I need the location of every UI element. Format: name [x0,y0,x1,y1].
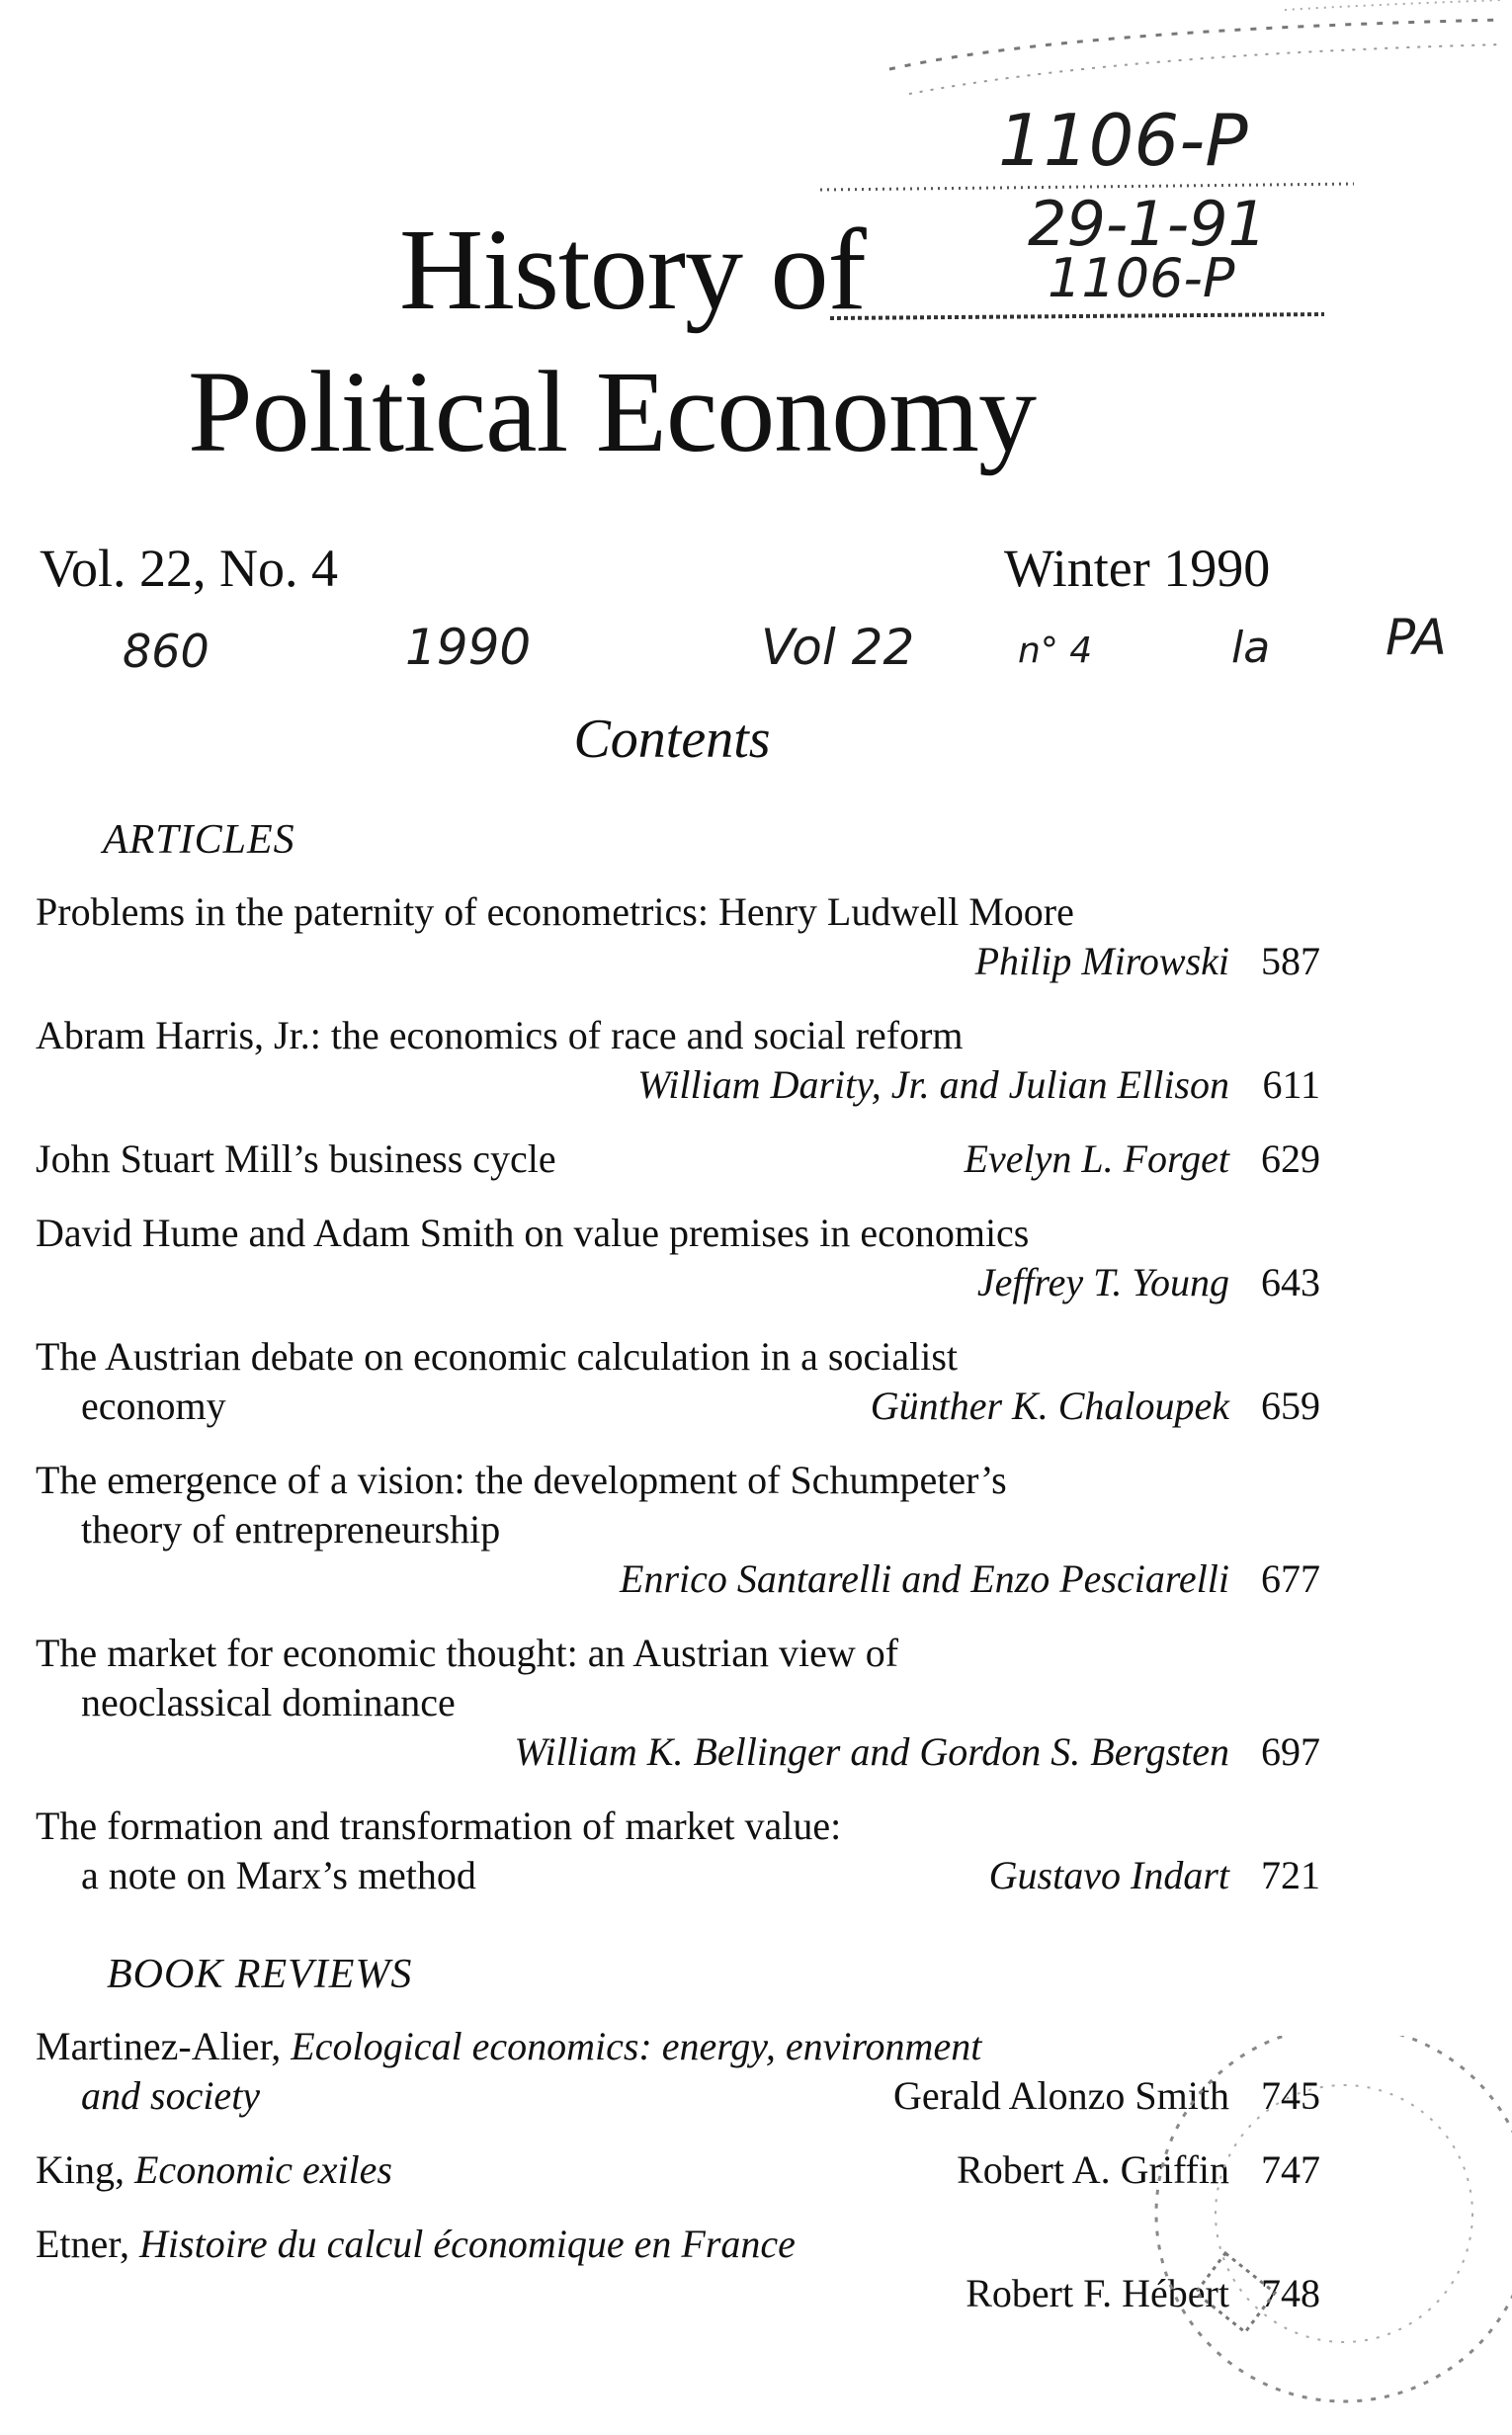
article-title-continued: theory of entrepreneurship [81,1507,501,1552]
article-page: 587 [1261,939,1320,983]
article-authors: Gustavo Indart [988,1853,1229,1897]
article-title: The formation and transformation of market value: [36,1804,842,1848]
article-title: David Hume and Adam Smith on value premises in economics [36,1211,1030,1255]
article-title-continued: economy [81,1384,226,1428]
article-entry[interactable] [36,1011,1320,1110]
review-book-title: Histoire du calcul économique en France [139,2222,796,2266]
reviewer: Robert F. Hébert [966,2271,1229,2315]
handwritten-code-top: 1106-P [998,99,1248,182]
journal-title-line1: History of [399,205,866,334]
article-entry[interactable] [36,1209,1320,1307]
review-book-title: Economic exiles [134,2147,392,2192]
article-title-continued: a note on Marx’s method [81,1853,476,1897]
articles-heading: ARTICLES [103,817,295,863]
article-page: 643 [1261,1260,1320,1304]
review-book-author: Etner, [36,2222,130,2266]
handwritten-note2: PA [1386,609,1447,666]
article-title: The market for economic thought: an Austrian view of [36,1631,899,1675]
article-title: Problems in the paternity of econometrics: Henry Ludwell Moore [36,889,1074,934]
article-page: 697 [1261,1729,1320,1774]
article-page: 677 [1261,1556,1320,1601]
article-title: John Stuart Mill’s business cycle [36,1136,556,1181]
article-entry[interactable] [36,1629,1320,1777]
reviewer: Robert A. Griffin [957,2147,1229,2192]
article-title: The Austrian debate on economic calculation in a socialist [36,1334,959,1379]
article-entry[interactable] [36,1332,1320,1431]
review-page: 745 [1261,2073,1320,2118]
library-stamp-top [870,0,1512,109]
article-title: Abram Harris, Jr.: the economics of race and social reform [36,1013,964,1057]
article-authors: Jeffrey T. Young [976,1260,1229,1304]
review-book-title-continued: and society [81,2073,261,2118]
review-book-author: King, [36,2147,125,2192]
handwritten-date: 29-1-91 [1028,188,1267,260]
reviewer: Gerald Alonzo Smith [893,2073,1229,2118]
article-page: 659 [1261,1384,1320,1428]
article-entry[interactable] [36,887,1320,986]
review-page: 747 [1261,2147,1320,2192]
article-authors: Philip Mirowski [974,939,1229,983]
review-book-author: Martinez-Alier, [36,2024,282,2068]
handwritten-year: 1990 [405,619,532,676]
volume-issue: Vol. 22, No. 4 [40,539,339,598]
reviews-heading: BOOK REVIEWS [107,1952,413,1997]
handwritten-code-underline: 1106-P [1048,247,1235,309]
article-page: 629 [1261,1136,1320,1181]
article-entry[interactable] [36,1802,1320,1900]
article-authors: William K. Bellinger and Gordon S. Bergsten [514,1729,1229,1774]
library-stamp-round [1048,2036,1512,2435]
article-authors: Evelyn L. Forget [964,1136,1229,1181]
handwritten-volume: Vol 22 [761,619,915,676]
season-year: Winter 1990 [1004,539,1271,598]
handwritten-shelf-number: 860 [123,625,210,678]
contents-heading: Contents [573,709,771,770]
handwritten-note1: la [1231,623,1271,673]
article-page: 721 [1261,1853,1320,1897]
article-title-continued: neoclassical dominance [81,1680,456,1724]
article-page: 611 [1262,1062,1320,1107]
title-underline-mark [830,306,1344,330]
journal-title-line2: Political Economy [188,347,1037,476]
articles-list [36,887,1320,1925]
article-authors: Günther K. Chaloupek [870,1384,1229,1428]
article-title: The emergence of a vision: the development of Schumpeter’s [36,1458,1007,1502]
handwritten-issue: n° 4 [1018,630,1093,671]
article-entry[interactable] [36,1134,1320,1184]
article-authors: Enrico Santarelli and Enzo Pesciarelli [620,1556,1229,1601]
article-authors: William Darity, Jr. and Julian Ellison [637,1062,1229,1107]
review-page: 748 [1261,2271,1320,2315]
review-book-title: Ecological economics: energy, environment [291,2024,982,2068]
article-entry[interactable] [36,1456,1320,1604]
